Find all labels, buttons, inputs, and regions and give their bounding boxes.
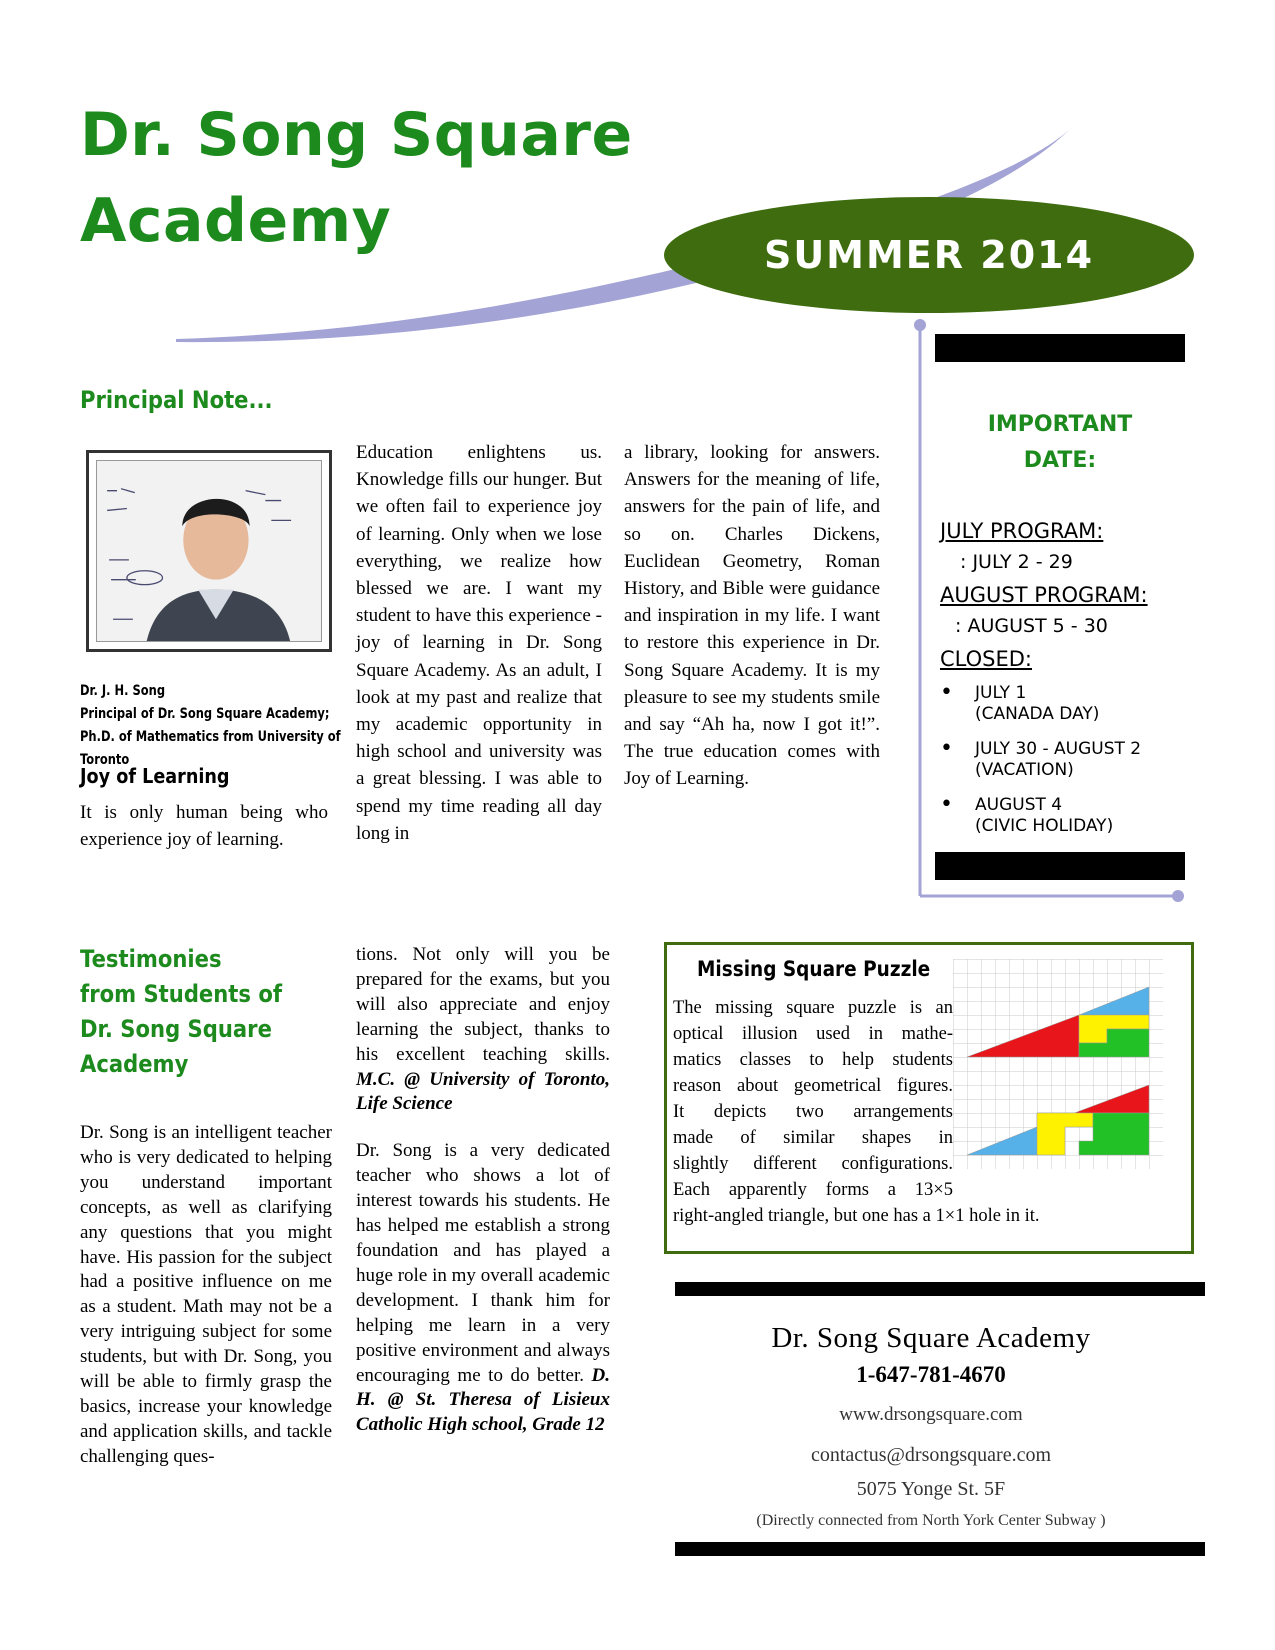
sidebar-bottom-bar (935, 852, 1185, 880)
list-item: • AUGUST 4 (CIVIC HOLIDAY) (935, 795, 1185, 837)
issue-badge: SUMMER 2014 (664, 197, 1194, 313)
contact-school-name: Dr. Song Square Academy (771, 1322, 1091, 1354)
contact-website-link[interactable]: www.drsongsquare.com (839, 1404, 1023, 1425)
august-program-dates: : AUGUST 5 - 30 (955, 615, 1108, 637)
puzzle-description: The missing square puzzle is an optical illusion used in mathe- matics classes to help students reason about geometrical figures. It depicts two arrangements made of similar shapes in slightly different configurations. Each apparently forms a 13×5 right-angled triangle, but one has a 1×1 hole in it. (673, 998, 1040, 1226)
contact-phone: 1-647-781-4670 (856, 1362, 1006, 1387)
testimonies-heading: Testimonies from Students of Dr. Song Square Academy (80, 945, 283, 1078)
sidebar-top-bar (935, 334, 1185, 362)
important-title-line1: IMPORTANT (987, 412, 1133, 437)
missing-square-puzzle-box (664, 942, 1194, 1254)
caption-name: Dr. J. H. Song (80, 683, 166, 699)
closed-dates-list (935, 683, 1185, 837)
closed-label: CLOSED: (940, 647, 1032, 671)
principal-lead-text: It is only human being who experience joy of learning. (80, 802, 328, 851)
principal-column-2: Education enlightens us. Knowledge fills our hunger. But we often fail to experience joy of learning. Only when we lose everything, we realize how blessed we are. I want my student to have this experience - joy of learning in Dr. Song Square Academy. As an adult, I look at my past and realize that my academic opportunity in high school and university was a great blessing. I was able to spend my time reading all day long in (356, 442, 602, 844)
caption-title: Principal of Dr. Song Square Academy; Ph.D. of Mathematics from University of Toronto (80, 706, 341, 768)
principal-portrait-icon (97, 461, 321, 641)
masthead-line2: Academy (80, 186, 392, 256)
contact-address: 5075 Yonge St. 5F (856, 1478, 1006, 1500)
testimony-column-2 (356, 943, 610, 1438)
testimony-1-continued: tions. Not only will you be prepared for the exams, but you will also appreciate and enjoy learning the subject, thanks to his excellent teaching skills. (356, 944, 610, 1065)
puzzle-diagram-icon (953, 959, 1163, 1169)
joy-of-learning-heading: Joy of Learning (80, 764, 230, 788)
testimony-1-text: Dr. Song is an intelligent teacher who is very dedicated to helping you understand important concepts, as well as clarifying any questions that you might have. His passion for the subject had a positive influence on me as a student. Math may not be a very intriguing subject for some students, but with Dr. Song, you will be able to firmly grasp the basics, increase your knowledge and application skills, and tackle challenging ques- (80, 1122, 332, 1467)
contact-email-link[interactable]: contactus@drsongsquare.com (810, 1444, 1052, 1466)
list-item: • JULY 30 - AUGUST 2 (VACATION) (935, 739, 1185, 781)
important-title-line2: DATE: (1023, 448, 1097, 473)
testimony-2-text: Dr. Song is a very dedicated teacher who shows a lot of interest towards his students. He has helped me establish a strong foundation and has played a huge role in my overall academic development. I thank him for helping me learn in a very positive environment and always encouraging me to do better. (356, 1140, 610, 1386)
contact-address-note: (Directly connected from North York Center Subway ) (756, 1512, 1106, 1529)
testimony-1-signature: M.C. @ University of Toronto, Life Science (356, 1068, 610, 1115)
important-dates-sidebar (935, 334, 1185, 851)
testimony-2-signature: D. H. @ St. Theresa of Lisieux Catholic High school, Grade 12 (356, 1364, 610, 1436)
august-program-label: AUGUST PROGRAM: (940, 583, 1148, 607)
photo-caption (80, 680, 342, 772)
masthead-title (80, 92, 680, 264)
contact-top-bar (675, 1282, 1205, 1296)
puzzle-title: Missing Square Puzzle (697, 957, 931, 981)
principal-photo (86, 450, 332, 652)
contact-bottom-bar (675, 1542, 1205, 1556)
principal-note-heading: Principal Note... (80, 386, 273, 414)
principal-column-3: a library, looking for answers. Answers for the meaning of life, answers for the pain of life, and so on. Charles Dickens, Euclidean Geometry, Roman History, and Bible were guidance and inspiration in my life. I want to restore this experience in Dr. Song Square Academy. It is my pleasure to see my students smile and say “Ah ha, now I got it!”. The true education comes with Joy of Learning. (624, 442, 880, 790)
july-program-dates: : JULY 2 - 29 (960, 551, 1073, 573)
masthead-line1: Dr. Song Square (80, 100, 633, 170)
list-item: • JULY 1 (CANADA DAY) (935, 683, 1185, 725)
july-program-label: JULY PROGRAM: (940, 519, 1104, 543)
